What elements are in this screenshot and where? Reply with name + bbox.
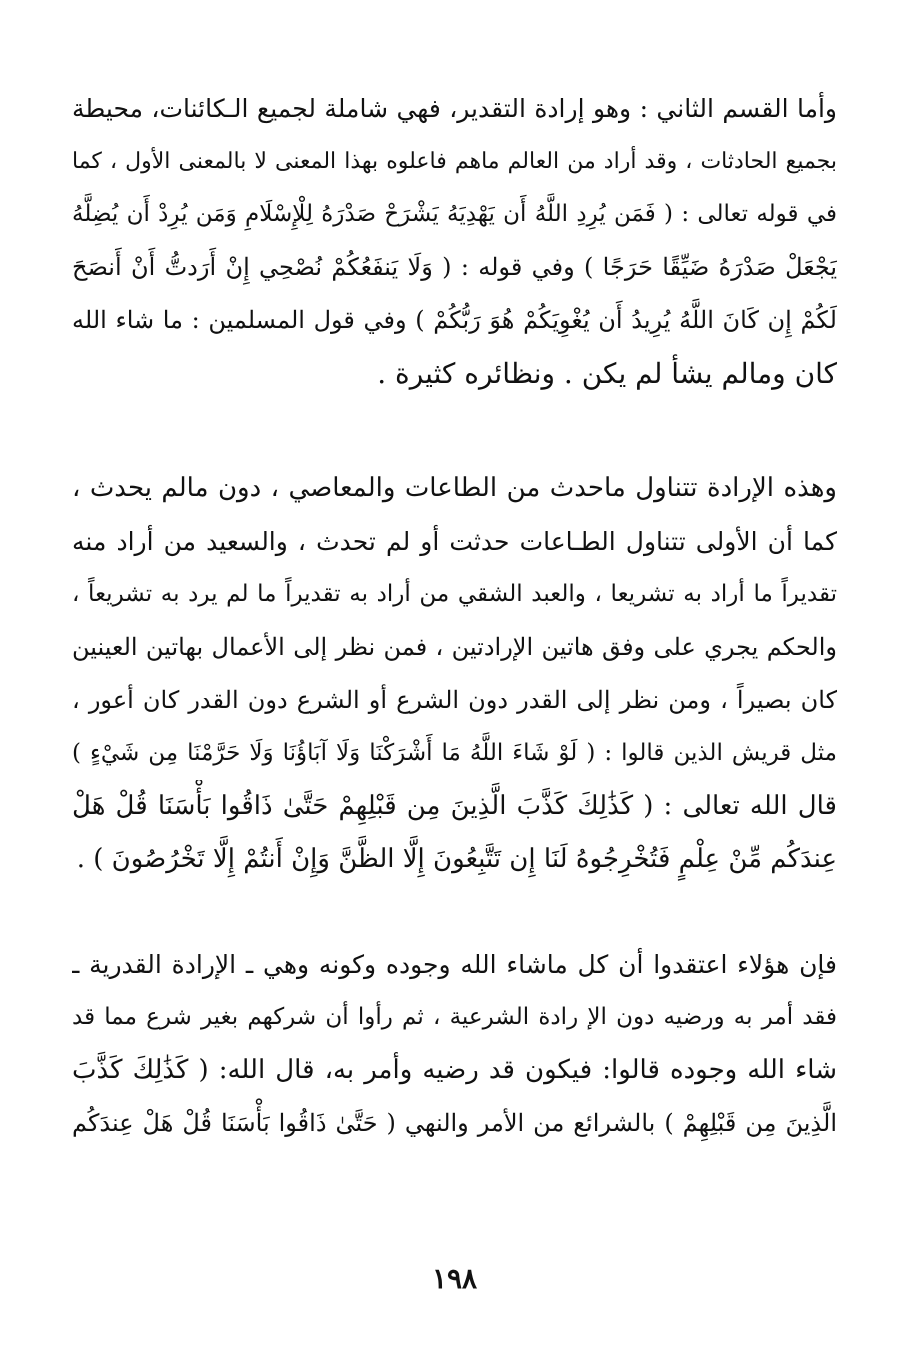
text-line: كان ومالم يشأ لم يكن . ونظائره كثيرة .: [377, 357, 837, 390]
text-line: وهذه الإرادة تتناول ماحدث من الطاعات والمعاصي ، دون مالم يحدث ،: [72, 473, 837, 503]
text-line: تقديراً ما أراد به تشريعا ، والعبد الشقي من أراد به تقديراً ما لم يرد به تشريعاً ،: [72, 581, 837, 607]
text-line: الَّذِينَ مِن قَبْلِهِمْ ) بالشرائع من الأمر والنهي ( حَتَّىٰ ذَاقُوا بَأْسَنَا قُلْ هَلْ عِندَكُم: [72, 1109, 837, 1137]
text-line: لَكُمْ إِن كَانَ اللَّهُ يُرِيدُ أَن يُغْوِيَكُمْ هُوَ رَبُّكُمْ ) وفي قول المسلمين : ما شاء الله: [72, 306, 837, 334]
text-line: كان بصيراً ، ومن نظر إلى القدر دون الشرع أو الشرع دون القدر كان أعور ،: [72, 686, 837, 714]
text-line: عِندَكُم مِّنْ عِلْمٍ فَتُخْرِجُوهُ لَنَا إِن تَتَّبِعُونَ إِلَّا الظَّنَّ وَإِنْ أَنتُمْ إِلَّا تَخْرُصُونَ ) .: [76, 844, 837, 874]
text-line: في قوله تعالى : ( فَمَن يُرِدِ اللَّهُ أَن يَهْدِيَهُ يَشْرَحْ صَدْرَهُ لِلْإِسْلَامِ وَمَن يُرِدْ أَن يُضِلَّهُ: [72, 201, 837, 227]
text-line: فإن هؤلاء اعتقدوا أن كل ماشاء الله وجوده وكونه وهي ـ الإرادة القدرية ـ: [72, 950, 837, 979]
paragraph-3: [72, 938, 837, 1150]
paragraph-1: [72, 82, 837, 400]
text-line: وأما القسم الثاني : وهو إرادة التقدير، فهي شاملة لجميع الـكائنات، محيطة: [72, 94, 837, 123]
paragraph-2: [72, 462, 837, 886]
text-line: كما أن الأولى تتناول الطـاعات حدثت أو لم تحدث ، والسعيد من أراد منه: [72, 527, 837, 556]
text-line: شاء الله وجوده قالوا: فيكون قد رضيه وأمر به، قال الله: ( كَذَٰلِكَ كَذَّبَ: [72, 1055, 837, 1085]
text-line: يَجْعَلْ صَدْرَهُ ضَيِّقًا حَرَجًا ) وفي قوله : ( وَلَا يَنفَعُكُمْ نُصْحِي إِنْ أَرَدتُّ أَنْ أَنصَحَ: [72, 253, 837, 281]
page-number: ١٩٨: [431, 1262, 478, 1295]
text-line: والحكم يجري على وفق هاتين الإرادتين ، فمن نظر إلى الأعمال بهاتين العينين: [72, 633, 837, 661]
text-line: فقد أمر به ورضيه دون الإ رادة الشرعية ، ثم رأوا أن شركهم بغير شرع مما قد: [72, 1004, 837, 1030]
text-line: مثل قريش الذين قالوا : ( لَوْ شَاءَ اللَّهُ مَا أَشْرَكْنَا وَلَا آبَاؤُنَا وَلَا حَرَّمْنَا مِن شَيْءٍ ): [72, 740, 837, 766]
text-line: قال الله تعالى : ( كَذَٰلِكَ كَذَّبَ الَّذِينَ مِن قَبْلِهِمْ حَتَّىٰ ذَاقُوا بَأْسَنَا قُلْ هَلْ: [72, 791, 837, 821]
text-line: بجميع الحادثات ، وقد أراد من العالم ماهم فاعلوه بهذا المعنى لا بالمعنى الأول ، كما: [72, 149, 837, 174]
